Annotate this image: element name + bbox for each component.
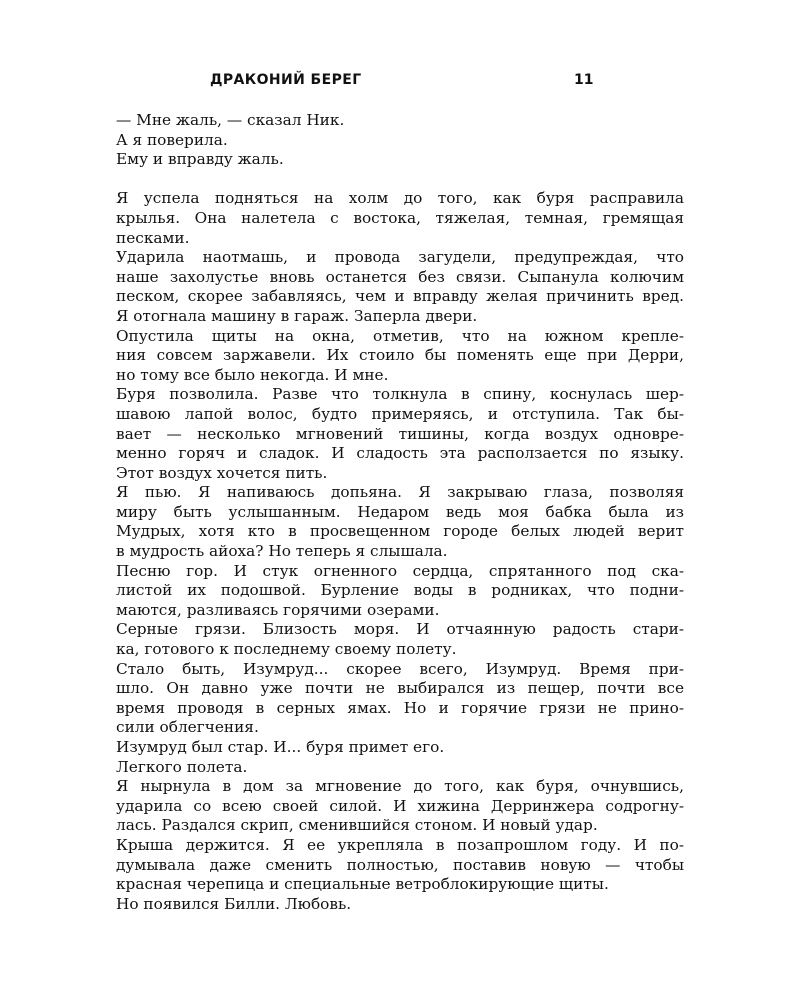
body-text xyxy=(116,111,684,914)
running-title: ДРАКОНИЙ БЕРЕГ xyxy=(210,72,362,88)
text-line: Ему и вправду жаль. xyxy=(116,150,284,169)
text-line: Серные грязи. Близость моря. И отчаянную радость стари- xyxy=(116,620,684,639)
text-line: Я нырнула в дом за мгновение до того, как буря, очнувшись, xyxy=(116,777,684,796)
text-line: но тому все было некогда. И мне. xyxy=(116,365,389,384)
text-line: сили облегчения. xyxy=(116,718,259,737)
text-line: Крыша держится. Я ее укрепляла в позапрошлом году. И по- xyxy=(116,835,684,854)
text-line: Я успела подняться на холм до того, как буря расправила xyxy=(116,189,684,208)
page-number: 11 xyxy=(574,72,594,88)
text-line: ка, готового к последнему своему полету. xyxy=(116,640,457,659)
text-line: наше захолустье вновь останется без связи. Сыпанула колючим xyxy=(116,267,684,286)
text-line: миру быть услышанным. Недаром ведь моя бабка была из xyxy=(116,502,684,521)
text-line: Мудрых, хотя кто в просвещенном городе белых людей верит xyxy=(116,522,684,541)
text-line: маются, разливаясь горячими озерами. xyxy=(116,600,440,619)
text-line: листой их подошвой. Бурление воды в родниках, что подни- xyxy=(116,581,684,600)
text-line: Этот воздух хочется пить. xyxy=(116,463,328,482)
text-line: А я поверила. xyxy=(116,130,228,149)
text-line: вает — несколько мгновений тишины, когда воздух одновре- xyxy=(116,424,684,443)
text-line: лась. Раздался скрип, сменившийся стоном. И новый удар. xyxy=(116,816,598,835)
text-line: Песню гор. И стук огненного сердца, спрятанного под ска- xyxy=(116,561,684,580)
text-line: шло. Он давно уже почти не выбирался из пещер, почти все xyxy=(116,679,684,698)
text-line: крылья. Она налетела с востока, тяжелая, темная, гремящая xyxy=(116,208,684,227)
text-line: Я отогнала машину в гараж. Заперла двери. xyxy=(116,306,478,325)
text-line: ударила со всею своей силой. И хижина Дерринжера содрогну- xyxy=(116,796,684,815)
text-line: шавою лапой волос, будто примеряясь, и отступила. Так бы- xyxy=(116,404,684,423)
text-line: в мудрость айоха? Но теперь я слышала. xyxy=(116,542,448,561)
text-line: менно горяч и сладок. И сладость эта расползается по языку. xyxy=(116,444,684,463)
paragraph-gap xyxy=(116,170,684,190)
text-line: Стало быть, Изумруд... скорее всего, Изумруд. Время при- xyxy=(116,659,684,678)
text-line: время проводя в серных ямах. Но и горячие грязи не прино- xyxy=(116,698,684,717)
text-line: Буря позволила. Разве что толкнула в спину, коснулась шер- xyxy=(116,385,684,404)
text-line: думывала даже сменить полностью, поставив новую — чтобы xyxy=(116,855,684,874)
text-line: Легкого полета. xyxy=(116,757,248,776)
text-line: Опустила щиты на окна, отметив, что на южном крепле- xyxy=(116,326,684,345)
text-line: красная черепица и специальные ветроблокирующие щиты. xyxy=(116,875,609,894)
text-line: Но появился Билли. Любовь. xyxy=(116,894,352,913)
text-line: песками. xyxy=(116,228,190,247)
text-line: песком, скорее забавляясь, чем и вправду желая причинить вред. xyxy=(116,287,684,306)
text-line: ния совсем заржавели. Их стоило бы поменять еще при Дерри, xyxy=(116,346,684,365)
text-line: Я пью. Я напиваюсь допьяна. Я закрываю глаза, позволяя xyxy=(116,483,684,502)
text-line: Ударила наотмашь, и провода загудели, предупреждая, что xyxy=(116,248,684,267)
text-line: Изумруд был стар. И... буря примет его. xyxy=(116,738,445,756)
text-line: — Мне жаль, — сказал Ник. xyxy=(116,111,345,129)
